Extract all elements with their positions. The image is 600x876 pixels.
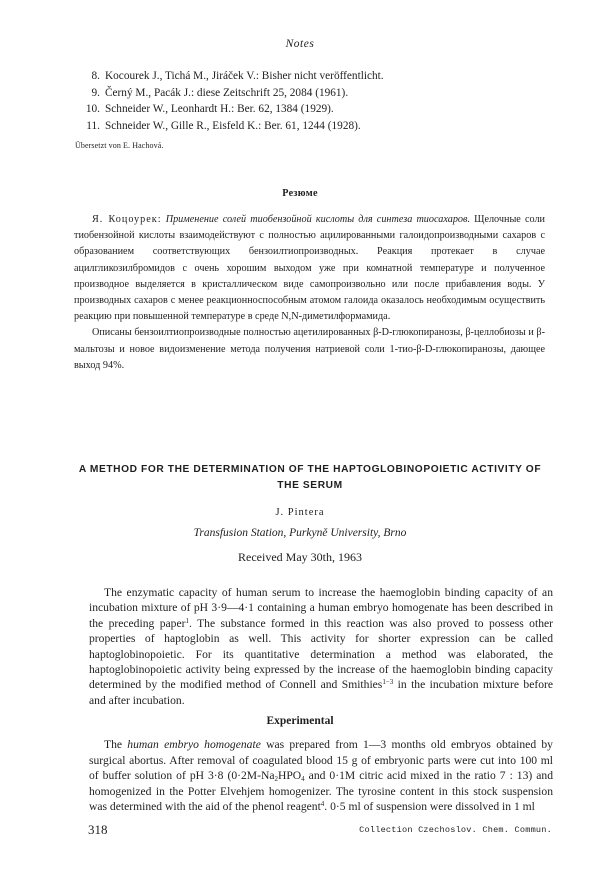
reference-text: Schneider W., Gille R., Eisfeld K.: Ber. 61, 1244 (1928). [105,119,361,132]
experimental-text: and 0·1M citric acid mixed in the ratio 7 : 13) and homogenized in the Potter Elvehjem homogenizer. The tyrosine content in this stock suspension was determined with the aid of the phenol reagent [89,769,554,814]
abstract-text: in the incubation mixture before and after incubation. [89,678,554,707]
citation-superscript: 1−3 [382,678,394,687]
article-affiliation: Transfusion Station, Purkyně University, Brno [193,527,407,539]
reference-item [78,101,538,118]
reference-number: 11. [86,119,100,132]
experimental-paragraph [89,737,553,815]
reference-text: Kocourek J., Tichá M., Jiráček V.: Bisher nicht veröffentlicht. [105,70,384,82]
journal-footer: Collection Czechoslov. Chem. Commun. [359,825,552,835]
experimental-text: was prepared from 1—3 months old embryos obtained by surgical abortus. After removal of coagulated blood 15 g of embryonic parts were cut into 100 ml of buffer solution of pH 3·8 (0·2M-Na [89,738,553,783]
abstract-text: The enzymatic capacity of human serum to increase the haemoglobin binding capacity of an incubation mixture of pH 3·9—4·1 containing a human embryo homogenate has been described in the preceding paper [89,586,553,630]
received-date: Received May 30th, 1963 [238,550,362,564]
experimental-term: human embryo homogenate [127,738,261,751]
experimental-text: HPO [277,769,302,783]
experimental-section [89,737,553,815]
article-author: J. Pintera [275,507,325,518]
reference-number: 10. [85,103,100,115]
resume-author: Я. Коцоурек: [92,214,162,225]
reference-text: Schneider W., Leonhardt H.: Ber. 62, 1384 (1929). [105,103,334,115]
reference-number: 9. [91,86,100,99]
section-heading-experimental: Experimental [266,715,334,727]
abstract-text: . The substance formed in this reaction was also proved to possess other properties of haptoglobin as well. This activity for shorter expression can be called haptoglobinopoietic. For its quantitative determination a method was elaborated, the haptoglobinopoietic activity being expressed by the increase of the haemoglobin binding capacity determined by the modified method of Connell and Smithies [89,616,553,692]
page-number: 318 [88,822,108,837]
reference-text: Černý M., Pacák J.: diese Zeitschrift 25, 2084 (1961). [105,86,349,99]
resume-body [74,212,545,374]
reference-number: 8. [91,70,100,82]
running-head: Notes [285,38,315,50]
resume-text: Щелочные соли тиобензойной кислоты взаимодействуют с полностью ацилированными галоидопроизводными сахаров с образованием соответствующих бензоилтиопроизводных. Реакция протекает в случае ацилгликозилбромидов с очень хорошим выходом уже при комнатной температуре и полученное производное выделяется в кристаллическом виде самопроизвольно или после прибавления воды. У производных сахаров с менее реакционноспособным атомом галоида оказалось необходимым осуществить реакцию при повышенной температуре в среде N,N-диметилформамида. [74,214,546,323]
citation-superscript: 1 [185,616,189,625]
resume-paragraph [74,212,545,325]
reference-item [78,85,538,102]
resume-paragraph: Описаны бензоилтиопроизводные полностью ацетилированных β-D-глюкопиранозы, β-целлобиозы и β-мальтозы и новое видоизменение метода получения натриевой соли 1-тио-β-D-глюкопиранозы, дающее выход 94%. [74,327,545,371]
experimental-text: The [104,738,128,751]
translator-credit: Übersetzt von E. Hachová. [75,141,164,150]
citation-superscript: 4 [320,800,325,809]
article-abstract [89,585,553,708]
resume-heading: Резюме [282,188,318,199]
article-title: A METHOD FOR THE DETERMINATION OF THE HAPTOGLOBINOPOIETIC ACTIVITY OF THE SERUM [78,464,542,491]
formula-subscript: 4 [301,775,305,784]
formula-subscript: 2 [274,775,278,784]
reference-item [78,118,538,135]
resume-title: Применение солей тиобензойной кислоты для синтеза тиосахаров. [165,214,470,225]
abstract-paragraph [89,585,553,708]
reference-item [78,68,538,85]
experimental-text: . 0·5 ml of suspension were dissolved in 1 ml [324,800,535,814]
reference-list [78,68,538,134]
